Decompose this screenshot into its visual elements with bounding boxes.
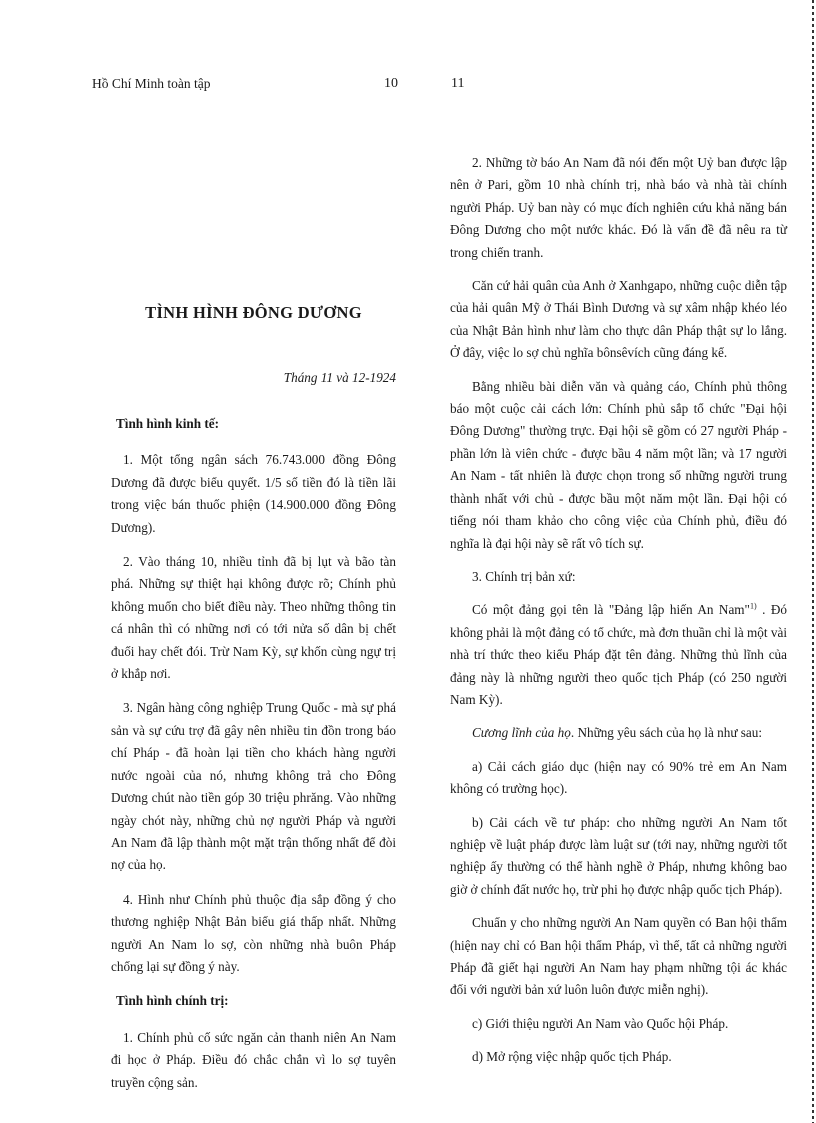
program-label: Cương lĩnh của họ [472, 725, 571, 741]
paragraph-econ-3: 3. Ngân hàng công nghiệp Trung Quốc - mà sự phá sản và sự cứu trợ đã gây nên nhiều tin đồn trong báo chí Pháp - đã hoàn lại tiền cho khách hàng người nước ngoài của nó, nhưng không trả cho Đông Dương chút nào tiền góp 30 triệu phrăng. Vào những ngày chót này, những chủ nợ người Pháp và người An Nam đã lập thành một mặt trận thống nhất để đòi nợ của họ. [111, 700, 396, 873]
running-head-book-title: Hồ Chí Minh toàn tập [92, 76, 211, 91]
paragraph-demand-a: a) Cải cách giáo dục (hiện nay có 90% trẻ em An Nam không có trường học). [450, 758, 787, 797]
left-column-body [111, 413, 396, 1106]
program-text: . Những yêu sách của họ là như sau: [570, 725, 763, 741]
right-column-body [450, 152, 787, 1080]
paragraph-program [450, 722, 787, 744]
section-heading-political: Tình hình chính trị: [116, 993, 229, 1009]
paragraph-demand-c: c) Giới thiệu người An Nam vào Quốc hội Pháp. [472, 1015, 729, 1031]
paragraph-demand-b2: Chuẩn y cho những người An Nam quyền có Ban hội thẩm (hiện nay chỉ có Ban hội thẩm Pháp, vì thế, tất cả những người Pháp đã giết hại người An Nam hay phạm những tội ác khác đối với người bản xứ luôn luôn được miễn nghị). [450, 915, 787, 998]
page-number-right: 11 [451, 76, 465, 91]
paragraph-pol-1: 1. Chính phủ cố sức ngăn cản thanh niên An Nam đi học ở Pháp. Điều đó chắc chắn vì lo sợ tuyên truyền cộng sản. [111, 1029, 396, 1090]
paragraph-pol-3a [450, 599, 787, 711]
paragraph-pol-2b: Căn cứ hải quân của Anh ở Xanhgapo, những cuộc diễn tập của hải quân Mỹ ở Thái Bình Dương và sự xâm nhập khéo léo của Nhật Bản hình như làm cho thực dân Pháp thật sự lo lắng. Ở đây, việc lo sợ chủ nghĩa bônsêvích cũng đáng kể. [450, 278, 787, 361]
scan-edge-line [812, 0, 814, 1123]
section-heading-economic: Tình hình kinh tế: [116, 416, 219, 431]
paragraph-econ-2: 2. Vào tháng 10, nhiều tỉnh đã bị lụt và bão tàn phá. Những sự thiệt hại không được rõ; Chính phủ không muốn cho biết điều này. Theo những thông tin cá nhân thì có những nơi có tới nửa số dân bị chết đuối hay chết đói. Trừ Nam Kỳ, sự khốn cùng ngự trị ở khắp nơi. [111, 554, 396, 682]
footnote-marker: 1) [749, 601, 757, 611]
pol-3a-text-after: . Đó không phải là một đảng có tổ chức, mà đơn thuần chỉ là một vài nhà trí thức theo kiểu Pháp đặt tên đảng. Những thủ lĩnh của đảng này là những người theo quốc tịch Pháp (có 250 người Nam Kỳ). [450, 602, 787, 707]
paragraph-econ-4: 4. Hình như Chính phủ thuộc địa sắp đồng ý cho thương nghiệp Nhật Bản biểu giá thấp nhất. Những người An Nam lo sợ, còn những nhà buôn Pháp chống lại sự đồng ý này. [111, 891, 396, 974]
article-dateline: Tháng 11 và 12-1924 [283, 370, 396, 385]
paragraph-econ-1: 1. Một tổng ngân sách 76.743.000 đồng Đông Dương đã được biểu quyết. 1/5 số tiền đó là tiền lãi trong việc bán thuốc phiện (14.900.000 đồng Đông Dương). [111, 452, 396, 535]
paragraph-pol-3-heading: 3. Chính trị bản xứ: [472, 568, 576, 584]
article-title: TÌNH HÌNH ĐÔNG DƯƠNG [145, 303, 362, 322]
paragraph-pol-2c: Bằng nhiều bài diễn văn và quảng cáo, Chính phủ thông báo một cuộc cải cách lớn: Chính phủ sắp tổ chức "Đại hội Đông Dương" thường trực. Đại hội sẽ gồm có 27 người Pháp - phần lớn là viên chức - được bầu 4 năm một lần; và 17 người An Nam - tất nhiên là được chọn trong số những người trung thành nhất với chủ - được bầu một năm một lần. Đại hội có tiếng nói tham khảo cho công việc của Chính phủ, điều đó nghĩa là đại hội này sẽ rất vô tích sự. [450, 378, 787, 551]
paragraph-demand-b: b) Cải cách về tư pháp: cho những người An Nam tốt nghiệp về luật pháp được làm luật sư (tới nay, những người tốt nghiệp ấy thường có thể hành nghề ở Pháp, nhưng không bao giờ ở chính đất nước họ, trừ phi họ được nhập quốc tịch Pháp). [450, 814, 787, 897]
page-number-left: 10 [384, 76, 398, 91]
pol-3a-text-before: Có một đảng gọi tên là "Đảng lập hiến An Nam" [472, 602, 750, 618]
paragraph-pol-2: 2. Những tờ báo An Nam đã nói đến một Uỷ ban được lập nên ở Pari, gồm 10 nhà chính trị, nhà báo và nhà tài chính người Pháp. Uỷ ban này có mục đích nghiên cứu khả năng bán Đông Dương cho một nước khác. Đó là vấn đề đã nêu ra từ trong chiến tranh. [450, 155, 787, 260]
paragraph-demand-d: d) Mở rộng việc nhập quốc tịch Pháp. [472, 1049, 672, 1065]
